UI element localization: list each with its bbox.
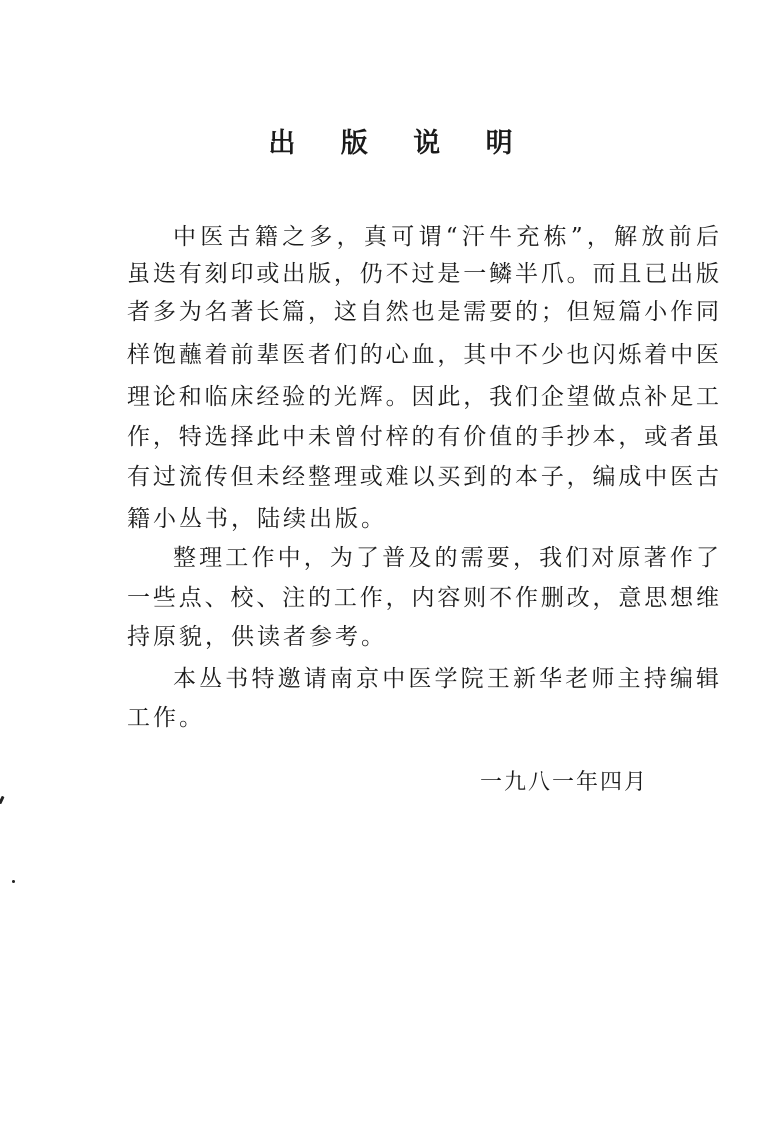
- scan-speck: [0, 796, 5, 805]
- paragraph-1-line-4: 样饱蘸着前辈医者们的心血，其中不少也闪烁着中医: [127, 342, 719, 368]
- paragraph-1-line-1: 中医古籍之多，真可谓“汗牛充栋”，解放前后: [173, 224, 719, 250]
- paragraph-3-line-1: 本丛书特邀请南京中医学院王新华老师主持编辑: [173, 666, 719, 692]
- paragraph-2-line-2: 一些点、校、注的工作，内容则不作删改，意思想维: [127, 585, 719, 611]
- paragraph-2-line-1: 整理工作中，为了普及的需要，我们对原著作了: [173, 545, 719, 571]
- paragraph-2-line-3: 持原貌，供读者参考。: [127, 624, 387, 650]
- scan-speck: [12, 880, 15, 883]
- paragraph-1-line-2: 虽迭有刻印或出版，仍不过是一鳞半爪。而且已出版: [127, 261, 719, 287]
- paragraph-1-line-7: 有过流传但未经整理或难以买到的本子，编成中医古: [127, 464, 719, 490]
- paragraph-1-line-8: 籍小丛书，陆续出版。: [127, 506, 387, 532]
- publication-date: 一九八一年四月: [480, 770, 649, 795]
- paragraph-1-line-6: 作，特选择此中未曾付梓的有价值的手抄本，或者虽: [127, 424, 719, 450]
- paragraph-1-line-5: 理论和临床经验的光辉。因此，我们企望做点补足工: [127, 384, 719, 410]
- paragraph-1-line-3: 者多为名著长篇，这自然也是需要的；但短篇小作同: [127, 299, 719, 325]
- paragraph-3-line-2: 工作。: [127, 705, 205, 731]
- page-title: 出 版 说 明: [268, 128, 531, 159]
